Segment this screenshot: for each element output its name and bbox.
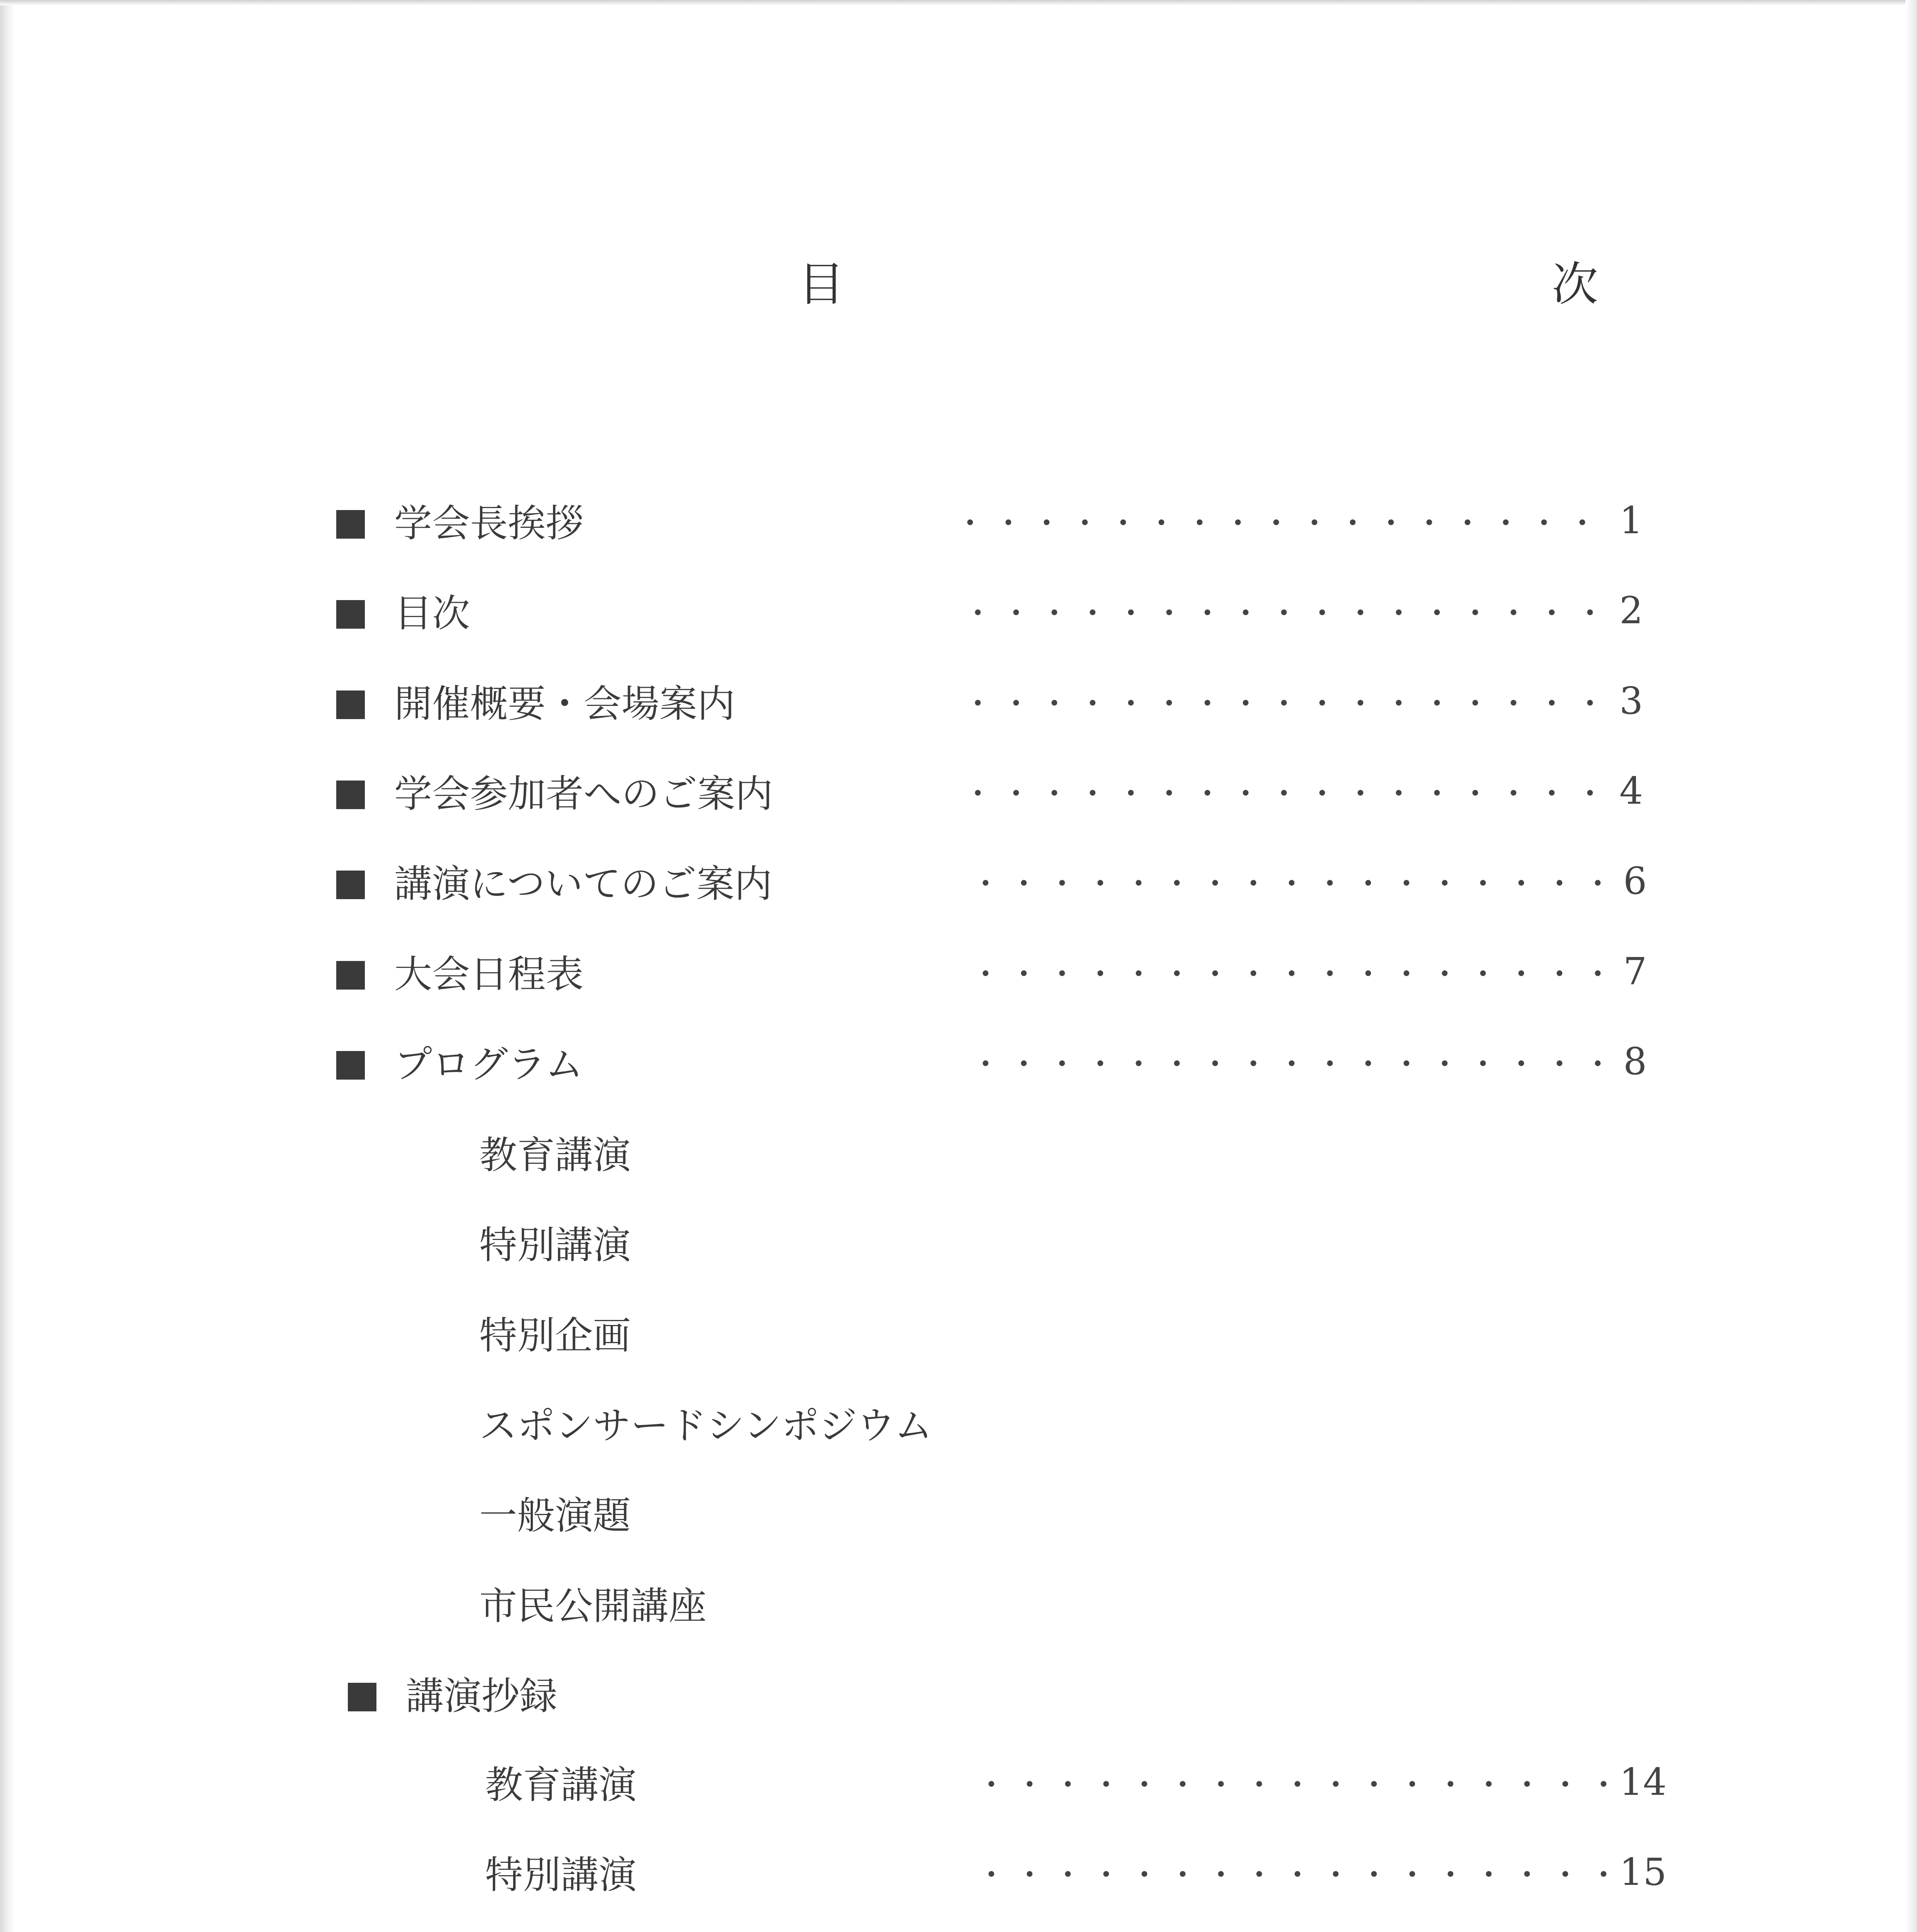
square-bullet-icon <box>336 871 365 899</box>
toc-subentry-label: 教育講演 <box>479 1133 631 1177</box>
toc-page-number: 2 <box>1619 589 1643 632</box>
toc-page-number: 4 <box>1619 769 1643 813</box>
square-bullet-icon <box>336 1051 365 1080</box>
dot-leader: ・・・・・・・・・・・・・・・・・ <box>962 595 1613 631</box>
toc-entry-label: 大会日程表 <box>394 952 584 997</box>
toc-page-number: 14 <box>1619 1760 1667 1804</box>
toc-page-number: 8 <box>1623 1040 1647 1083</box>
toc-entry-label: 開催概要・会場案内 <box>394 682 735 726</box>
toc-entry-label: 学会長挨拶 <box>394 502 584 546</box>
square-bullet-icon <box>336 600 365 629</box>
toc-page-number: 15 <box>1619 1850 1667 1894</box>
square-bullet-icon <box>336 510 365 539</box>
scan-edge-top <box>0 0 1917 5</box>
toc-page-number: 3 <box>1619 679 1643 723</box>
dot-leader: ・・・・・・・・・・・・・・・・・ <box>962 686 1613 722</box>
page-title: 目 次 <box>798 258 1803 311</box>
scan-edge-right <box>1905 0 1917 1932</box>
scan-edge-left <box>0 0 15 1932</box>
toc-subentry-label: 市民公開講座 <box>479 1584 707 1628</box>
toc-page-number: 7 <box>1623 950 1647 993</box>
square-bullet-icon <box>336 781 365 809</box>
square-bullet-icon <box>348 1683 376 1711</box>
dot-leader: ・・・・・・・・・・・・・・・・・ <box>970 956 1621 992</box>
square-bullet-icon <box>336 690 365 719</box>
toc-subentry-label: 特別企画 <box>479 1314 631 1358</box>
toc-subentry-label: 特別講演 <box>479 1223 631 1267</box>
dot-leader: ・・・・・・・・・・・・・・・・・ <box>955 505 1605 541</box>
dot-leader: ・・・・・・・・・・・・・・・・・ <box>962 776 1613 812</box>
dot-leader: ・・・・・・・・・・・・・・・・・ <box>976 1857 1626 1893</box>
toc-entry-label: 講演抄録 <box>406 1674 558 1718</box>
toc-page-number: 6 <box>1623 859 1647 903</box>
toc-subentry-label: 一般演題 <box>479 1494 631 1538</box>
toc-entry-label: 講演についてのご案内 <box>394 862 773 906</box>
toc-entry-label: 学会参加者へのご案内 <box>394 772 773 816</box>
toc-entry-label: プログラム <box>394 1043 584 1087</box>
dot-leader: ・・・・・・・・・・・・・・・・・ <box>970 866 1621 902</box>
toc-subentry-label: 特別講演 <box>485 1853 637 1897</box>
toc-page-number: 1 <box>1619 499 1643 542</box>
toc-subentry-label: スポンサードシンポジウム <box>479 1404 933 1448</box>
square-bullet-icon <box>336 961 365 990</box>
toc-subentry-label: 教育講演 <box>485 1763 637 1807</box>
dot-leader: ・・・・・・・・・・・・・・・・・ <box>976 1767 1626 1803</box>
toc-entry-label: 目次 <box>394 592 470 636</box>
dot-leader: ・・・・・・・・・・・・・・・・・ <box>970 1046 1621 1082</box>
